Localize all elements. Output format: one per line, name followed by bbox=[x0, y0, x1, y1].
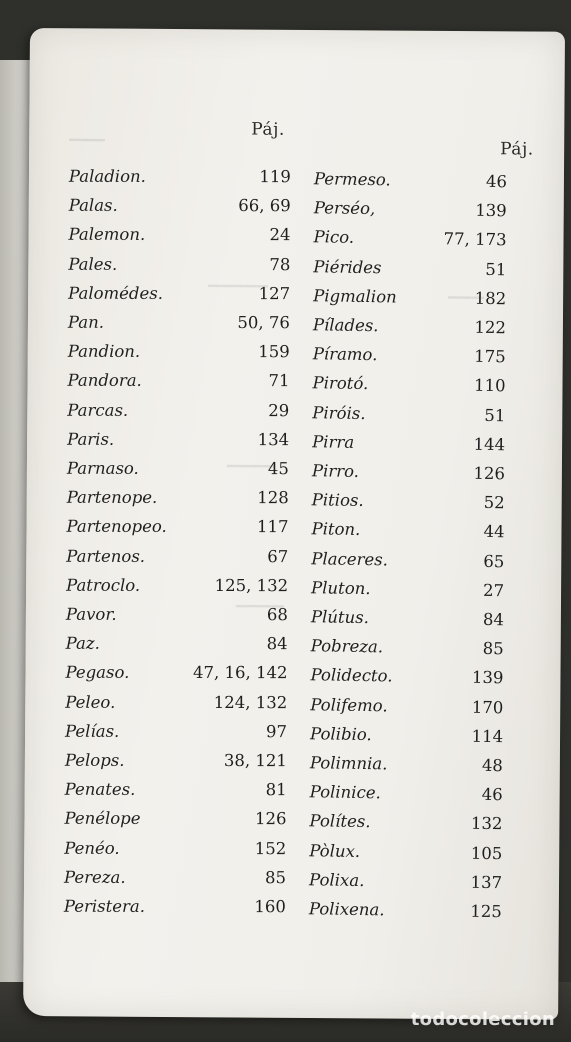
entry-pages: 175 bbox=[474, 346, 506, 367]
index-entry bbox=[24, 809, 286, 837]
entry-pages: 160 bbox=[254, 897, 286, 917]
entry-pages: 122 bbox=[474, 317, 507, 338]
entry-name: Polixena. bbox=[308, 899, 385, 920]
entry-name: Pirra bbox=[312, 432, 355, 452]
entry-name: Palomédes. bbox=[68, 283, 164, 303]
index-entry bbox=[298, 257, 506, 288]
entry-pages: 81 bbox=[265, 780, 287, 800]
index-entry bbox=[297, 432, 505, 463]
index-entry bbox=[296, 519, 504, 550]
entry-pages: 182 bbox=[474, 288, 507, 309]
entry-name: Penéo. bbox=[64, 838, 120, 858]
entry-name: Pirotó. bbox=[312, 373, 369, 394]
index-entry bbox=[299, 198, 507, 229]
entry-pages: 46 bbox=[485, 171, 508, 192]
index-entry bbox=[26, 634, 288, 662]
entry-name: Pílades. bbox=[312, 315, 379, 336]
index-entry bbox=[297, 461, 505, 492]
index-entry bbox=[26, 517, 288, 545]
entry-pages: 152 bbox=[254, 838, 287, 858]
index-entry bbox=[298, 315, 506, 346]
entry-name: Pico. bbox=[313, 227, 355, 248]
entry-name: Pelías. bbox=[65, 721, 120, 741]
entry-pages: 139 bbox=[471, 668, 504, 688]
book-page bbox=[23, 28, 565, 1020]
entry-name: Plútus. bbox=[310, 607, 370, 628]
entry-name: Polítes. bbox=[309, 811, 371, 832]
entry-pages: 139 bbox=[475, 200, 507, 221]
index-entry bbox=[24, 867, 286, 895]
entry-pages: 51 bbox=[485, 259, 507, 279]
entry-pages: 119 bbox=[259, 167, 291, 187]
entry-name: Pales. bbox=[68, 254, 118, 274]
entry-name: Penates. bbox=[64, 779, 136, 800]
entry-pages: 159 bbox=[258, 342, 290, 362]
entry-name: Placeres. bbox=[311, 548, 389, 569]
entry-name: Pan. bbox=[67, 312, 105, 332]
entry-pages: 126 bbox=[473, 463, 506, 484]
index-entry bbox=[298, 286, 506, 317]
index-entry bbox=[25, 751, 287, 779]
entry-name: Permeso. bbox=[313, 169, 391, 190]
show-through-mark: ▁▁▁ bbox=[69, 123, 106, 142]
entry-name: Parcas. bbox=[67, 400, 129, 420]
index-entry bbox=[24, 838, 286, 866]
index-entry bbox=[294, 782, 502, 813]
entry-pages: 134 bbox=[257, 429, 290, 449]
entry-name: Palas. bbox=[68, 195, 118, 216]
entry-pages: 66, 69 bbox=[238, 196, 291, 216]
entry-pages: 144 bbox=[473, 434, 506, 455]
entry-pages: 114 bbox=[471, 726, 504, 747]
index-entry bbox=[27, 488, 289, 516]
index-entry bbox=[294, 811, 502, 842]
column-header-right: Páj. bbox=[500, 139, 534, 160]
entry-name: Polifemo. bbox=[310, 694, 388, 716]
show-through-mark: ▁▁▁ bbox=[448, 280, 485, 300]
index-entry bbox=[296, 490, 504, 521]
index-entry bbox=[296, 549, 504, 580]
entry-pages: 48 bbox=[481, 755, 504, 776]
entry-name: Pobreza. bbox=[310, 636, 384, 657]
entry-name: Polinice. bbox=[309, 782, 381, 803]
entry-name: Parnaso. bbox=[66, 458, 139, 478]
entry-pages: 85 bbox=[482, 639, 504, 659]
entry-pages: 27 bbox=[482, 580, 505, 601]
entry-name: Partenope. bbox=[66, 487, 158, 508]
entry-pages: 97 bbox=[266, 721, 288, 741]
entry-pages: 132 bbox=[470, 814, 503, 834]
index-entry bbox=[25, 780, 287, 808]
entry-pages: 110 bbox=[473, 376, 506, 396]
entry-pages: 84 bbox=[482, 609, 505, 630]
show-through-mark: ▁▁▁▁ bbox=[226, 449, 276, 468]
entry-pages: 65 bbox=[483, 551, 505, 571]
entry-name: Pluton. bbox=[310, 577, 371, 598]
column-header-left: Páj. bbox=[251, 119, 285, 140]
entry-pages: 78 bbox=[269, 254, 291, 274]
watermark-logo: todocoleccion bbox=[410, 1009, 555, 1030]
entry-pages: 170 bbox=[471, 697, 504, 717]
entry-name: Polixa. bbox=[308, 869, 365, 890]
entry-name: Paladion. bbox=[68, 166, 146, 186]
entry-name: Pandion. bbox=[67, 341, 141, 362]
entry-name: Píramo. bbox=[312, 344, 378, 365]
entry-name: Pegaso. bbox=[65, 663, 130, 683]
index-entry bbox=[297, 373, 505, 404]
entry-name: Paris. bbox=[67, 429, 115, 449]
index-entry bbox=[295, 753, 503, 784]
index-entry bbox=[29, 167, 291, 195]
entry-name: Pavor. bbox=[65, 604, 117, 624]
index-entry bbox=[294, 841, 502, 872]
entry-pages: 46 bbox=[481, 785, 503, 805]
entry-name: Partenos. bbox=[66, 546, 146, 566]
index-entry bbox=[297, 403, 505, 434]
entry-pages: 29 bbox=[268, 400, 290, 420]
entry-name: Polimnia. bbox=[309, 753, 388, 774]
index-entry bbox=[28, 342, 290, 370]
entry-pages: 52 bbox=[483, 493, 505, 513]
entry-pages: 24 bbox=[269, 225, 291, 245]
index-entry bbox=[295, 724, 503, 755]
entry-pages: 84 bbox=[266, 634, 288, 654]
index-entry bbox=[29, 225, 291, 253]
entry-pages: 137 bbox=[470, 872, 503, 893]
index-entry bbox=[295, 636, 503, 667]
entry-pages: 125 bbox=[470, 901, 503, 922]
entry-name: Polibio. bbox=[309, 723, 372, 744]
index-entry bbox=[27, 429, 289, 457]
entry-pages: 44 bbox=[483, 522, 505, 542]
index-column-left bbox=[30, 28, 300, 917]
entry-name: Patroclo. bbox=[66, 575, 141, 595]
index-entry bbox=[28, 254, 290, 282]
index-entry bbox=[26, 546, 288, 574]
index-entry bbox=[27, 459, 289, 487]
entry-name: Pandora. bbox=[67, 371, 142, 391]
entry-name: Pitios. bbox=[311, 490, 364, 511]
index-entry bbox=[27, 400, 289, 428]
entry-name: Peleo. bbox=[65, 692, 116, 712]
entry-pages: 50, 76 bbox=[237, 313, 290, 333]
entry-name: Piróis. bbox=[312, 402, 366, 423]
show-through-mark: ▁▁▁▁▁ bbox=[208, 269, 269, 288]
entry-pages: 85 bbox=[265, 867, 287, 887]
entry-name: Pigmalion bbox=[313, 286, 397, 307]
index-entry bbox=[28, 313, 290, 341]
index-entry bbox=[27, 371, 289, 399]
entry-name: Pelops. bbox=[64, 750, 125, 770]
index-entry bbox=[296, 578, 504, 609]
index-entry bbox=[299, 169, 507, 200]
index-entry bbox=[28, 283, 290, 311]
index-entry bbox=[25, 663, 287, 691]
show-through-mark: ▁▁▁▁ bbox=[235, 589, 285, 608]
entry-name: Perséo, bbox=[313, 198, 376, 219]
entry-name: Paz. bbox=[65, 633, 100, 653]
entry-name: Piton. bbox=[311, 519, 361, 540]
index-entry bbox=[294, 870, 502, 901]
entry-pages: 105 bbox=[470, 843, 503, 863]
index-entry bbox=[25, 721, 287, 749]
entry-name: Pòlux. bbox=[309, 840, 361, 861]
entry-pages: 117 bbox=[256, 517, 289, 537]
index-entry bbox=[24, 897, 286, 925]
entry-name: Partenopeo. bbox=[66, 517, 167, 537]
entry-pages: 124, 132 bbox=[213, 692, 288, 712]
index-entry bbox=[25, 692, 287, 720]
entry-name: Polidecto. bbox=[310, 665, 393, 686]
entry-pages: 128 bbox=[257, 488, 289, 508]
index-entry bbox=[26, 605, 288, 633]
entry-pages: 45 bbox=[267, 459, 289, 479]
index-entry bbox=[296, 607, 504, 638]
entry-pages: 77, 173 bbox=[443, 229, 507, 250]
entry-name: Piérides bbox=[313, 256, 382, 277]
index-entry bbox=[295, 695, 503, 726]
entry-pages: 125, 132 bbox=[214, 575, 289, 595]
index-entry bbox=[29, 196, 291, 224]
index-entry bbox=[26, 575, 288, 603]
entry-name: Peristera. bbox=[63, 896, 145, 916]
entry-name: Pirro. bbox=[311, 461, 360, 481]
entry-name: Pereza. bbox=[64, 867, 126, 887]
entry-pages: 38, 121 bbox=[223, 751, 287, 771]
entry-pages: 127 bbox=[258, 283, 291, 303]
index-entry bbox=[294, 899, 502, 930]
entry-pages: 68 bbox=[266, 605, 288, 625]
index-entry bbox=[298, 227, 506, 258]
entry-pages: 126 bbox=[254, 809, 287, 829]
entry-pages: 51 bbox=[484, 405, 506, 425]
index-entry bbox=[297, 344, 505, 375]
index-column-right bbox=[300, 30, 540, 922]
entry-pages: 67 bbox=[267, 546, 289, 566]
entry-pages: 47, 16, 142 bbox=[192, 663, 288, 683]
entry-name: Palemon. bbox=[68, 225, 146, 245]
index-entry bbox=[295, 665, 503, 696]
entry-name: Penélope bbox=[64, 809, 141, 829]
entry-pages: 71 bbox=[268, 371, 290, 391]
